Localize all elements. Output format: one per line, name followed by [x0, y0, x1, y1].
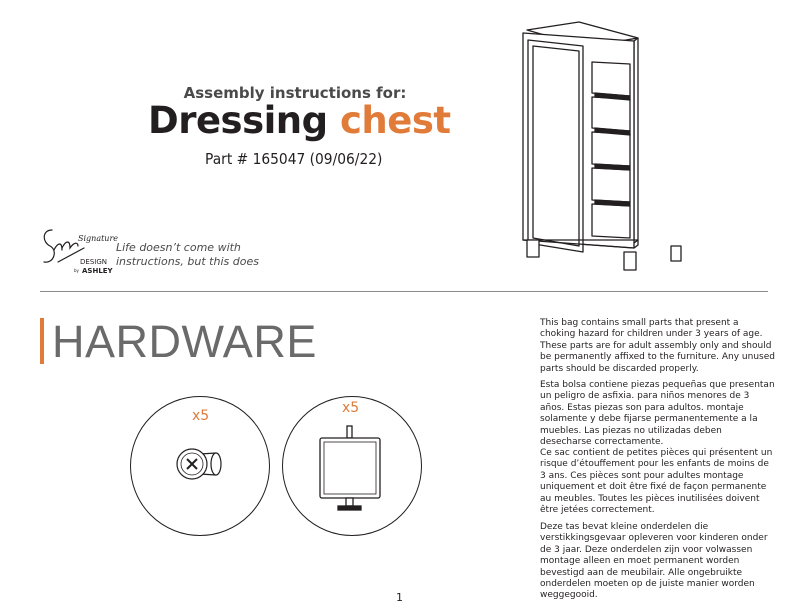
section-accent-bar — [40, 318, 44, 364]
screw-icon — [170, 436, 230, 496]
logo-design: DESIGN — [80, 258, 107, 266]
product-title-main: Dressing — [148, 99, 328, 142]
warning-dutch: Deze tas bevat kleine onderdelen die verstikkingsgevaar opleveren voor kinderen onder de 3 jaar. Deze onderdelen zijn voor volwassen montage alleen en moet permanent worden bevestigd aan de meubilair. Alle ongebruikte onderdelen moeten op de juiste manier worden weggegooid. — [540, 522, 768, 601]
tagline-line-1: Life doesn’t come with — [116, 241, 241, 254]
header-subtitle: Assembly instructions for: — [183, 84, 407, 102]
glide-icon — [312, 422, 392, 512]
warning-french: Ce sac contient de petites pièces qui présentent un risque d’étouffement pour les enfants de moins de 3 ans. Ces pièces sont pour adultes montage uniquement et doit être fixé de façon permanente au meubles. Toutes les pièces inutilisées doivent être jetées correctement. — [540, 448, 773, 516]
product-title — [148, 99, 451, 142]
glide-quantity: x5 — [342, 400, 360, 416]
logo-script: Signature — [78, 234, 119, 243]
hardware-heading: HARDWARE — [52, 316, 317, 367]
warning-english: This bag contains small parts that present a choking hazard for children under 3 years of age. These parts are for adult assembly only and should be permanently affixed to the furniture. Any unused parts should be discarded properly. — [540, 318, 775, 374]
logo-by: by — [74, 268, 79, 273]
warning-spanish: Esta bolsa contiene piezas pequeñas que presentan un peligro de asfixia. para niños menores de 3 años. Estas piezas son para adultos. montaje solamente y debe fijarse permanentemente a la muebles. Las piezas no utilizadas deben desecharse correctamente. — [540, 380, 775, 448]
page-number: 1 — [396, 591, 403, 604]
tagline-line-2: instructions, but this does — [116, 255, 259, 268]
product-title-accent: chest — [340, 99, 451, 142]
part-number: Part # 165047 (09/06/22) — [205, 150, 383, 168]
divider — [40, 291, 768, 292]
tagline — [116, 241, 259, 269]
signature-design-logo — [38, 222, 118, 282]
logo-name: ASHLEY — [82, 267, 113, 275]
screw-quantity: x5 — [192, 408, 210, 424]
